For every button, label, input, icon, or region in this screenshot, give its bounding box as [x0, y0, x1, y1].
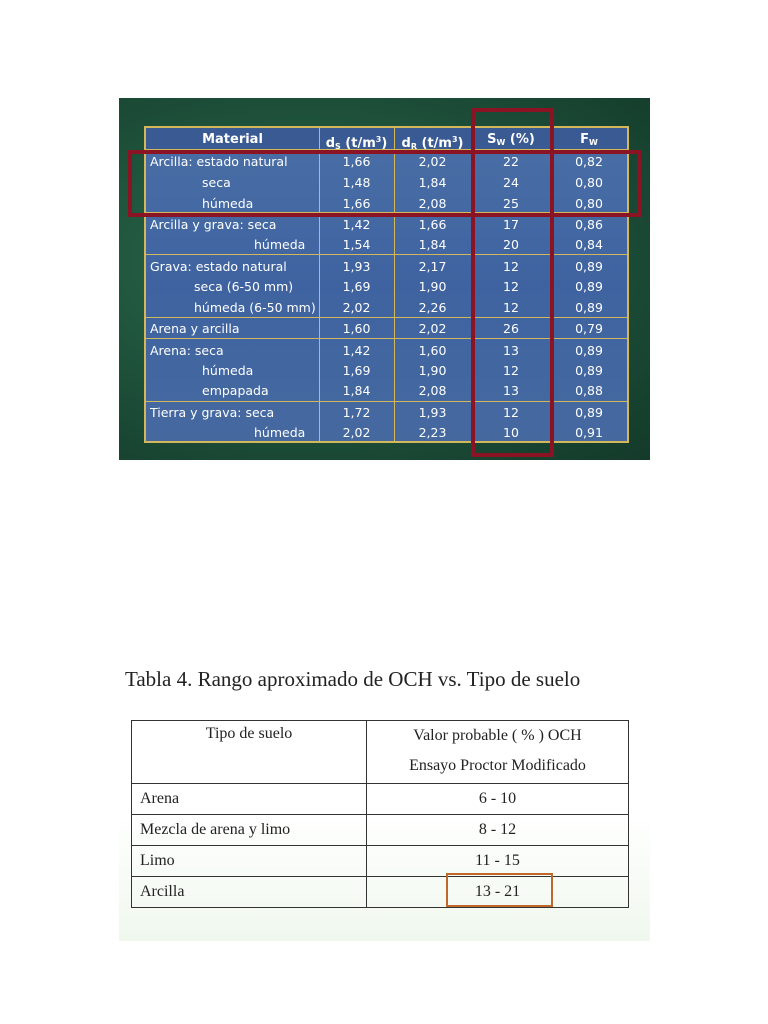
fw-cell: 0,89 [575, 363, 603, 378]
och-range-table [131, 720, 629, 908]
dr-cell: 2,17 [418, 259, 447, 274]
material-cell: húmeda (6-50 mm) [194, 300, 316, 315]
dr-cell: 2,02 [418, 321, 447, 336]
dr-cell: 1,90 [418, 279, 447, 294]
fw-cell: 0,89 [575, 300, 603, 315]
dr-cell: 1,90 [418, 363, 447, 378]
header-line-1: Valor probable ( % ) OCH [413, 727, 582, 744]
valor-cell: 11 - 15 [367, 846, 629, 877]
fw-cell: 0,89 [575, 279, 603, 294]
fw-cell: 0,88 [575, 383, 603, 398]
fw-cell: 0,89 [575, 259, 603, 274]
dr-cell: 2,08 [418, 196, 447, 211]
header-dr: $d_R$ $(t/m^3)$ [401, 135, 464, 151]
ds-cell: 1,42 [342, 217, 371, 232]
sw-cell: 20 [503, 237, 519, 252]
header-fw: $F_W$ [580, 132, 598, 147]
material-properties-table [144, 126, 629, 443]
material-cell: seca [202, 175, 231, 190]
sw-cell: 12 [503, 300, 519, 315]
tipo-cell: Limo [132, 846, 367, 877]
fw-cell: 0,82 [575, 154, 603, 169]
ds-cell: 1,72 [342, 405, 371, 420]
ds-cell: 1,42 [342, 343, 371, 358]
table4-title: Tabla 4. Rango aproximado de OCH vs. Tipo de suelo [125, 667, 581, 691]
header-valor-probable [367, 721, 629, 784]
fw-cell: 0,84 [575, 237, 603, 252]
table-row [132, 877, 629, 908]
dr-cell: 2,02 [418, 154, 447, 169]
tipo-cell: Arena [132, 784, 367, 815]
sw-cell: 12 [503, 279, 519, 294]
ds-cell: 1,84 [342, 383, 371, 398]
header-sw: $S_W$ (%) [487, 132, 535, 147]
dr-cell: 1,84 [418, 175, 447, 190]
header-ds: $d_S$ $(t/m^3)$ [325, 135, 388, 151]
sw-cell: 13 [503, 383, 519, 398]
dr-cell: 2,23 [418, 425, 447, 440]
material-cell: húmeda [202, 196, 254, 211]
valor-cell: 6 - 10 [367, 784, 629, 815]
slide-image [119, 98, 650, 460]
group-divider [146, 401, 627, 402]
dr-cell: 1,84 [418, 237, 447, 252]
sw-cell: 10 [503, 425, 519, 440]
valor-cell: 8 - 12 [367, 815, 629, 846]
fw-cell: 0,80 [575, 175, 603, 190]
material-cell: empapada [202, 383, 269, 398]
sw-cell: 25 [503, 196, 519, 211]
fw-cell: 0,79 [575, 321, 603, 336]
header-line-2: Ensayo Proctor Modificado [409, 757, 586, 774]
fw-cell: 0,80 [575, 196, 603, 211]
fw-cell: 0,91 [575, 425, 603, 440]
dr-cell: 2,08 [418, 383, 447, 398]
sw-cell: 12 [503, 363, 519, 378]
material-cell: Arcilla y grava: seca [150, 217, 277, 232]
material-cell: Arena: seca [150, 343, 224, 358]
table-header-row [132, 721, 629, 784]
ds-cell: 2,02 [342, 425, 371, 440]
sw-cell: 24 [503, 175, 519, 190]
sw-cell: 12 [503, 259, 519, 274]
ds-cell: 1,54 [342, 237, 371, 252]
material-cell: húmeda [254, 425, 306, 440]
sw-cell: 17 [503, 217, 519, 232]
table-row [132, 846, 629, 877]
ds-cell: 1,48 [342, 175, 371, 190]
dr-cell: 1,66 [418, 217, 447, 232]
ds-cell: 2,02 [342, 300, 371, 315]
table4-panel [119, 655, 650, 941]
tipo-cell: Arcilla [132, 877, 367, 908]
material-cell: Grava: estado natural [150, 259, 287, 274]
ds-cell: 1,60 [342, 321, 371, 336]
header-tipo-suelo: Tipo de suelo [132, 721, 367, 784]
sw-cell: 26 [503, 321, 519, 336]
dr-cell: 1,60 [418, 343, 447, 358]
sw-cell: 12 [503, 405, 519, 420]
header-material: Material [202, 132, 263, 147]
material-cell: Tierra y grava: seca [150, 405, 275, 420]
table-row [132, 815, 629, 846]
ds-cell: 1,69 [342, 279, 371, 294]
valor-cell: 13 - 21 [367, 877, 629, 908]
tipo-cell: Mezcla de arena y limo [132, 815, 367, 846]
sw-cell: 22 [503, 154, 519, 169]
material-cell: Arena y arcilla [150, 321, 240, 336]
material-cell: húmeda [254, 237, 306, 252]
ds-cell: 1,66 [342, 154, 371, 169]
highlight-arcilla-value [446, 873, 553, 907]
dr-cell: 2,26 [418, 300, 447, 315]
table-row [132, 784, 629, 815]
fw-cell: 0,89 [575, 343, 603, 358]
ds-cell: 1,69 [342, 363, 371, 378]
material-cell: húmeda [202, 363, 254, 378]
material-cell: seca (6-50 mm) [194, 279, 294, 294]
ds-cell: 1,66 [342, 196, 371, 211]
ds-cell: 1,93 [342, 259, 371, 274]
fw-cell: 0,86 [575, 217, 603, 232]
fw-cell: 0,89 [575, 405, 603, 420]
sw-cell: 13 [503, 343, 519, 358]
material-cell: Arcilla: estado natural [150, 154, 288, 169]
dr-cell: 1,93 [418, 405, 447, 420]
